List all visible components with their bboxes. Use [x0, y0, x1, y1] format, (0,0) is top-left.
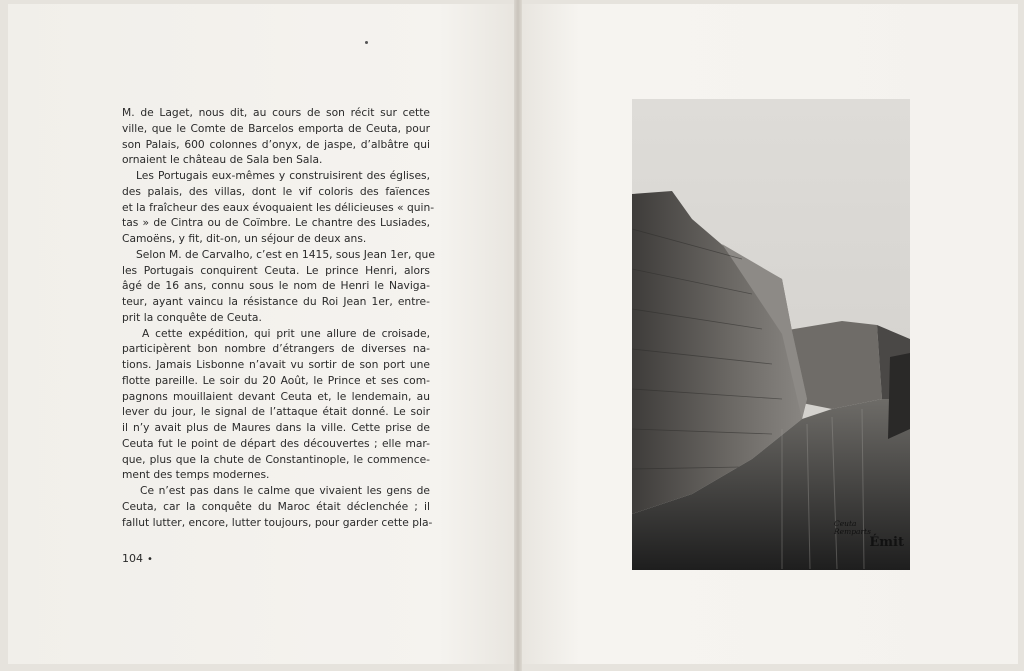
- signature-line: Remparts: [834, 527, 871, 536]
- text-line: et la fraîcheur des eaux évoquaient les délicieuses « quin-: [122, 200, 435, 214]
- paragraph: [122, 483, 433, 530]
- text-line: A cette expédition, qui prit une allure de croisade,: [142, 326, 430, 340]
- text-line: fallut lutter, encore, lutter toujours, pour garder cette pla-: [122, 515, 433, 529]
- text-line: participèrent bon nombre d’étrangers de diverses na-: [122, 342, 430, 356]
- text-line: teur, ayant vaincu la résistance du Roi Jean 1er, entre-: [122, 295, 430, 308]
- text-line: Les Portugais eux-mêmes y construisirent des églises,: [136, 169, 430, 182]
- ramparts-illustration: [632, 99, 910, 570]
- book-gutter: [514, 0, 522, 671]
- ramparts-painting-svg: [632, 99, 910, 570]
- text-line: pagnons mouillaient devant Ceuta et, le lendemain, au: [122, 389, 430, 403]
- paragraph: [122, 326, 430, 484]
- text-line: ville, que le Comte de Barcelos emporta de Ceuta, pour: [122, 121, 430, 135]
- text-line: Ceuta, car la conquête du Maroc était déclenchée ; il: [122, 499, 430, 513]
- text-line: ment des temps modernes.: [122, 468, 270, 482]
- text-line: que, plus que la chute de Constantinople, le commence-: [122, 452, 430, 466]
- artist-signature: [834, 520, 904, 564]
- paragraph: [122, 168, 435, 247]
- paragraph: [122, 105, 430, 168]
- text-line: ornaient le château de Sala ben Sala.: [122, 153, 323, 167]
- text-line: tions. Jamais Lisbonne n’avait vu sortir de son port une: [122, 358, 430, 371]
- text-line: il n’y avait plus de Maures dans la ville. Cette prise de: [122, 421, 430, 434]
- text-line: Camoëns, y fit, dit-on, un séjour de deux ans.: [122, 232, 367, 245]
- printer-dot: [365, 41, 368, 44]
- paragraph: [122, 247, 435, 326]
- text-line: prit la conquête de Ceuta.: [122, 310, 262, 324]
- body-text: [122, 105, 435, 530]
- text-line: Selon M. de Carvalho, c’est en 1415, sous Jean 1er, que: [136, 247, 435, 261]
- text-line: lever du jour, le signal de l’attaque était donné. Le soir: [122, 405, 430, 419]
- signature-name: Émit: [869, 535, 904, 550]
- text-line: des palais, des villas, dont le vif coloris des faïences: [122, 184, 430, 198]
- text-line: flotte pareille. Le soir du 20 Août, le Prince et ses com-: [122, 373, 430, 387]
- text-line: Ceuta fut le point de départ des découvertes ; elle mar-: [122, 436, 430, 450]
- bullet-icon: •: [147, 554, 153, 565]
- text-line: Ce n’est pas dans le calme que vivaient les gens de: [140, 484, 430, 497]
- text-line: son Palais, 600 colonnes d’onyx, de jaspe, d’albâtre qui: [122, 137, 430, 151]
- text-line: tas » de Cintra ou de Coïmbre. Le chantre des Lusiades,: [122, 216, 430, 230]
- text-line: les Portugais conquirent Ceuta. Le prince Henri, alors: [122, 263, 430, 277]
- page-number-text: 104: [122, 552, 143, 565]
- text-line: M. de Laget, nous dit, au cours de son récit sur cette: [122, 106, 430, 119]
- signature-line: Ceuta: [834, 519, 857, 528]
- page-number: [122, 552, 153, 565]
- text-line: âgé de 16 ans, connu sous le nom de Henri le Naviga-: [122, 279, 430, 293]
